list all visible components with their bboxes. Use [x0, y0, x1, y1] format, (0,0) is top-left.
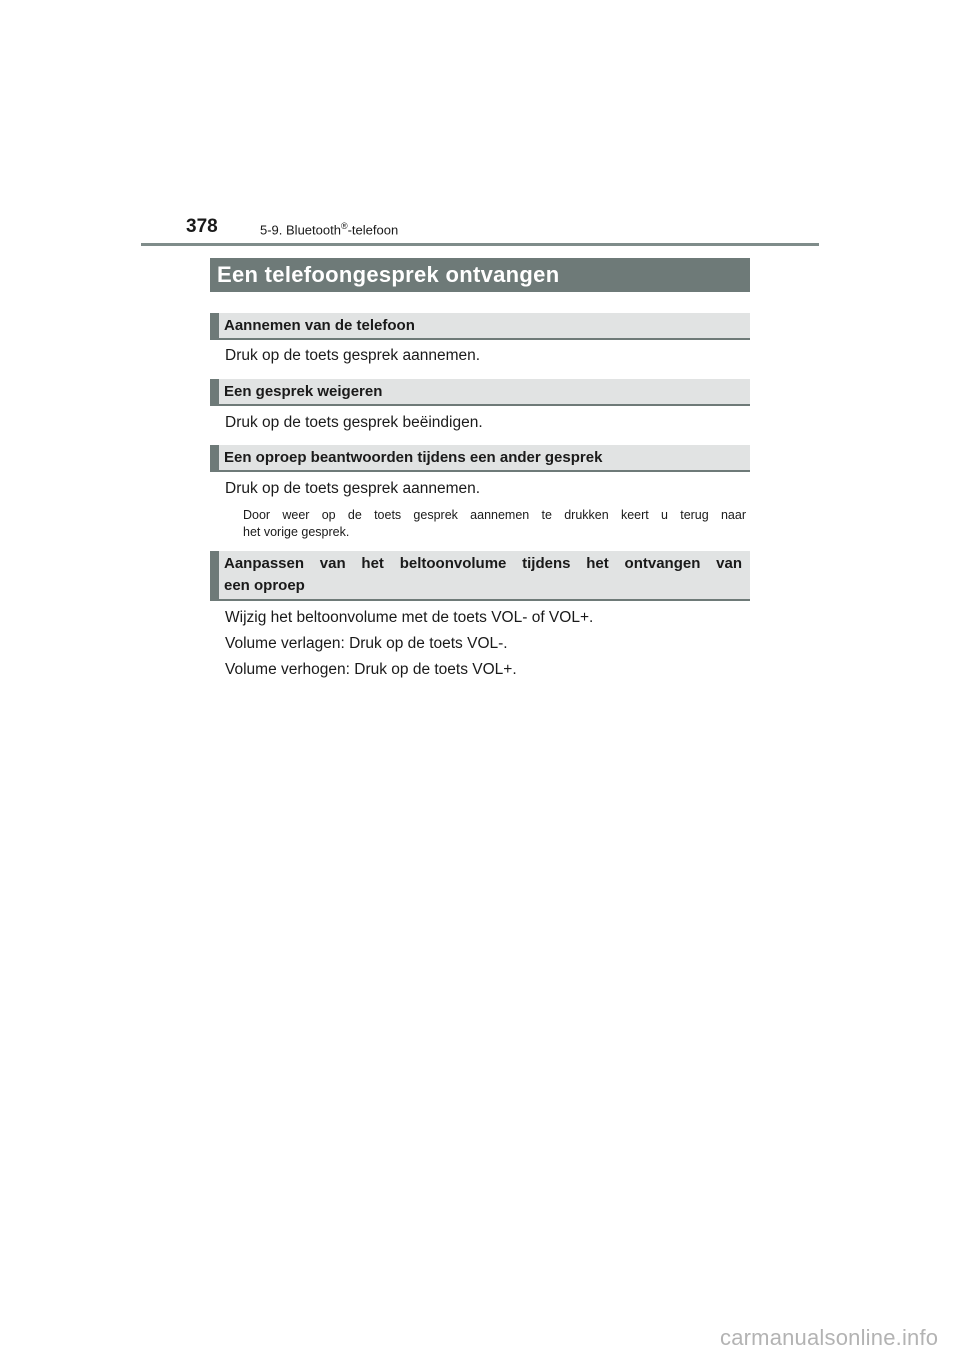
- breadcrumb-prefix: 5-9. Bluetooth: [260, 222, 341, 238]
- watermark: carmanualsonline.info: [720, 1325, 939, 1350]
- body-text-volume-down: Volume verlagen: Druk op de toets VOL-.: [225, 635, 508, 652]
- note-line-2: het vorige gesprek.: [243, 525, 350, 539]
- section-title: Een telefoongesprek ontvangen: [210, 258, 750, 292]
- header-divider: [141, 243, 819, 246]
- subsection-heading-call-waiting: Een oproep beantwoorden tijdens een ander gesprek: [210, 445, 750, 472]
- breadcrumb-suffix: -telefoon: [347, 222, 399, 238]
- subsection-heading-ringtone-volume: [210, 551, 750, 601]
- subsection-heading-answer: Aannemen van de telefoon: [210, 313, 750, 340]
- subsection-heading-decline: Een gesprek weigeren: [210, 379, 750, 406]
- body-text-decline: Druk op de toets gesprek beëindigen.: [225, 414, 483, 431]
- page-number: 378: [186, 216, 218, 237]
- body-text-call-waiting: Druk op de toets gesprek aannemen.: [225, 480, 481, 497]
- body-text-answer: Druk op de toets gesprek aannemen.: [225, 347, 481, 364]
- heading-line-2: een oproep: [224, 577, 305, 594]
- note-line-1: Door weer op de toets gesprek aannemen te drukken keert u terug naar: [243, 508, 746, 522]
- note-call-waiting: [243, 507, 746, 541]
- body-text-volume-change: Wijzig het beltoonvolume met de toets VOL- of VOL+.: [225, 609, 594, 626]
- breadcrumb: [260, 221, 398, 237]
- heading-line-1: Aanpassen van het beltoonvolume tijdens het ontvangen van: [224, 555, 742, 572]
- body-text-volume-up: Volume verhogen: Druk op de toets VOL+.: [225, 661, 517, 678]
- registered-mark: ®: [340, 221, 348, 231]
